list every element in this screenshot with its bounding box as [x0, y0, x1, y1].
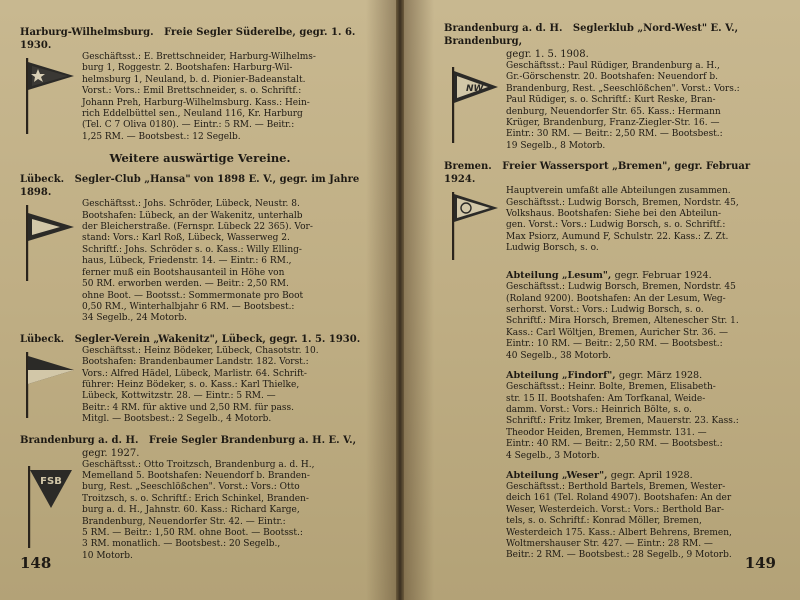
entry-abteilung-weser — [444, 470, 780, 562]
entry-body: Geschäftsst.: E. Brettschneider, Harburg-Wilhelms- burg 1, Roggestr. 2. Bootshafen: Harburg-Wil- helmsburg 1, Neuland, b. d. Pionier-Badeanstalt. Vorst.: Vors.: Emil Brettschneider, s. o. Schriftf.: Johann Preh, Harburg-Wilhelmsburg. Kass.: Hein- rich Eddelbüttel sen., Neuland 116, Kr. Harburg (Tel. C 7 Oliva 0180). — Eintr.: 5 RM. — Beitr.: 1,25 RM. — Bootsbest.: 12 Segelb. — [82, 52, 316, 142]
section-title: Weitere auswärtige Vereine. — [109, 151, 291, 166]
entry-heading: Harburg-Wilhelmsburg. Freie Segler Süderelbe, gegr. 1. 6. 1930. — [20, 27, 356, 51]
svg-text:NW: NW — [466, 84, 484, 94]
pennant-nw-flag-icon — [444, 61, 506, 152]
page-number: 149 — [744, 554, 776, 572]
pennant-fw-flag-icon — [444, 186, 506, 262]
entry-body: Geschäftsst.: Otto Troitzsch, Brandenburg a. d. H., Memelland 5. Bootshafen: Neuendorf b. Branden- burg, Rest. „Seeschlößchen". Vorst.: Vors.: Otto Troitzsch, s. o. Schriftf.: Erich Schinkel, Branden- burg a. d. H., Jahnstr. 60. Kass.: Richard Karge, Brandenburg, Neuendorfer Str. 42. — Eintr.: 5 RM. — Beitr.: 1,50 RM. ohne Boot. — Bootsst.: 3 RM. monatlich. — Bootsbest.: 20 Segelb., 10 Motorb. — [82, 459, 315, 561]
entry-body: Geschäftsst.: Ludwig Borsch, Bremen, Nordstr. 45 (Roland 9200). Bootshafen: An der Lesum, Weg- serhorst. Vorst.: Vors.: Ludwig Borsch, s. o. Schriftf.: Mira Horsch, Bremen, Altenescher Str. 1. Kass.: Carl Wöltjen, Bremen, Auricher Str. 36. — Eintr.: 10 RM. — Beitr.: 2,50 RM. — Bootsbest.: 40 Segelb., 38 Motorb. — [506, 282, 739, 361]
page-number: 148 — [20, 554, 52, 572]
entry-body: Geschäftsst.: Heinr. Bolte, Bremen, Elisabeth- str. 15 II. Bootshafen: Am Torfkanal, Weide- damm. Vorst.: Vors.: Heinrich Bölte, s. o. Schriftf.: Fritz Imker, Bremen, Mauerstr. 23. Kass.: Theodor Heiden, Bremen, Hemmstr. 131. — Eintr.: 40 RM. — Beitr.: 2,50 RM. — Bootsbest.: 4 Segelb., 3 Motorb. — [506, 382, 739, 461]
pennant-fsb-flag-icon — [20, 460, 82, 563]
right-page — [404, 0, 800, 600]
entry-luebeck-hansa — [20, 173, 380, 324]
left-page — [0, 0, 396, 600]
sub-heading: Abteilung „Weser", gegr. April 1928. — [506, 469, 693, 481]
svg-text:FSB: FSB — [40, 475, 62, 487]
entry-body: Geschäftsst.: Paul Rüdiger, Brandenburg a. H., Gr.-Görschenstr. 20. Bootshafen: Neuendorf b. Brandenburg, Rest. „Seeschlößchen". Vorst.: Vors.: Paul Rüdiger, s. o. Schriftf.: Kurt Reske, Bran- denburg, Neuendorfer Str. 65. Kass.: Hermann Krüger, Brandenburg, Franz-Ziegler-Str. 16. — Eintr.: 30 RM. — Beitr.: 2,50 RM. — Bootsbest.: 19 Segelb., 8 Motorb. — [506, 61, 740, 151]
pennant-split-flag-icon — [20, 346, 82, 426]
book-gutter — [396, 0, 404, 600]
entry-abteilung-lesum — [444, 270, 780, 362]
pennant-triangle-flag-icon — [20, 199, 82, 324]
entry-brandenburg-nordwest: Brandenburg a. d. H. Seglerklub „Nord-West" E. V., Brandenburg, gegr. 1. 5. 1908. NW Geschäftsst.: Paul Rüdiger, Brandenburg a. H., Gr.-Görschenstr. 20. Bootshafen: Neuendorf b. Brandenburg, Rest. „Seeschlößchen". Vorst.: Vors.: Paul Rüdiger, s. o. Schriftf.: Kurt Reske, Bran- denburg, Neuendorfer Str. 65. Kass.: Hermann Krüger, Brandenburg, Franz-Ziegler-Str. 16. — Eintr.: 30 RM. — Beitr.: 2,50 RM. — Bootsbest.: 19 Segelb., 8 Motorb. — [444, 22, 780, 152]
entry-brandenburg-fsb: Brandenburg a. d. H. Freie Segler Brandenburg a. H. E. V., gegr. 1927. FSB Geschäftsst.: Otto Troitzsch, Brandenburg a. d. H., Memelland 5. Bootshafen: Neuendorf b. Branden- burg, Rest. „Seeschlößchen". Vorst.: Vors.: Otto Troitzsch, s. o. Schriftf.: Erich Schinkel, Branden- burg a. d. H., Jahnstr. 60. Kass.: Richard Karge, Brandenburg, Neuendorfer Str. 42. — Eintr.: 5 RM. — Beitr.: 1,50 RM. ohne Boot. — Bootsst.: 3 RM. monatlich. — Bootsbest.: 20 Segelb., 10 Motorb. — [20, 434, 380, 563]
entry-body: Geschäftsst.: Berthold Bartels, Bremen, Wester- deich 161 (Tel. Roland 4907). Bootshafen: An der Weser, Westerdeich. Vorst.: Vors.: Berthold Bar- tels, s. o. Schriftf.: Konrad Möller, Bremen, Westerdeich 175. Kass.: Albert Behrens, Bremen, Woltmershauser Str. 427. — Eintr.: 28 RM. — Beitr.: 2 RM. — Bootsbest.: 28 Segelb., 9 Motorb. — [506, 481, 732, 561]
entry-harburg-suederelbe — [20, 26, 380, 143]
entry-heading: Brandenburg a. d. H. Seglerklub „Nord-West" E. V., Brandenburg, — [444, 23, 739, 47]
sub-heading: Abteilung „Lesum", gegr. Februar 1924. — [506, 270, 712, 282]
entry-luebeck-wakenitz — [20, 333, 380, 426]
entry-body: Geschäftsst.: Johs. Schröder, Lübeck, Neustr. 8. Bootshafen: Lübeck, an der Wakenitz, unterhalb der Bleicherstraße. (Fernspr. Lübeck 22 365). Vor- stand: Vors.: Karl Roß, Lübeck, Wasserweg 2. Schriftf.: Johs. Schröder s. o. Kass.: Willy Elling- haus, Lübeck, Friedenstr. 14. — Eintr.: 6 RM., ferner muß ein Bootshausanteil in Höhe von 50 RM. erworben werden. — Beitr.: 2,50 RM. ohne Boot. — Bootsst.: Sommermonate pro Boot 0,50 RM., Winterhalbjahr 6 RM. — Bootsbest.: 34 Segelb., 24 Motorb. — [82, 199, 313, 324]
entry-abteilung-findorf — [444, 370, 780, 462]
pennant-star-flag-icon — [20, 52, 82, 143]
entry-body: Hauptverein umfaßt alle Abteilungen zusammen. Geschäftsst.: Ludwig Borsch, Bremen, Nordstr. 45, Volkshaus. Bootshafen: Siehe bei den Abteilun- gen. Vorst.: Vors.: Ludwig Borsch, s. o. Schriftf.: Max Psiorz, Aumund F, Schulstr. 22. Kass.: Z. Zt. Ludwig Borsch, s. o. — [506, 186, 739, 254]
entry-heading: Lübeck. Segler-Club „Hansa" von 1898 E. V., gegr. im Jahre 1898. — [20, 174, 360, 199]
entry-heading: Lübeck. Segler-Verein „Wakenitz", Lübeck, gegr. 1. 5. 1930. — [20, 333, 361, 345]
entry-heading: Brandenburg a. d. H. Freie Segler Brandenburg a. H. E. V., — [20, 434, 357, 446]
sub-heading: Abteilung „Findorf", gegr. März 1928. — [506, 370, 703, 382]
entry-bremen-wassersport — [444, 160, 780, 262]
entry-heading: Bremen. Freier Wassersport „Bremen", gegr. Februar 1924. — [444, 161, 751, 186]
entry-body: Geschäftsst.: Heinz Bödeker, Lübeck, Chasotstr. 10. Bootshafen: Brandenbaumer Landstr. 182. Vorst.: Vors.: Alfred Hädel, Lübeck, Marlistr. 64. Schrift- führer: Heinz Bödeker, s. o. Kass.: Karl Thielke, Lübeck, Kottwitzstr. 28. — Eintr.: 5 RM. — Beitr.: 4 RM. für aktive und 2,50 RM. für pass. Mitgl. — Bootsbest.: 2 Segelb., 4 Motorb. — [82, 345, 319, 425]
